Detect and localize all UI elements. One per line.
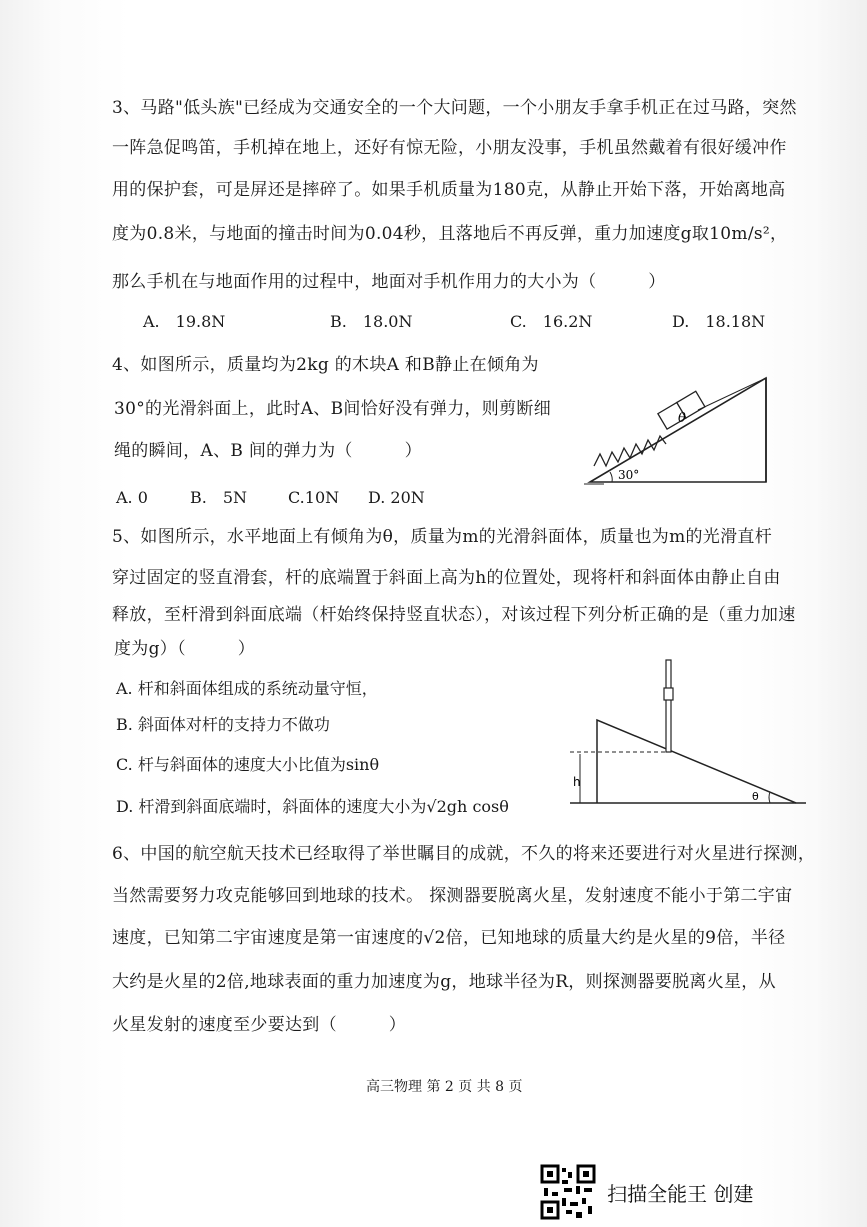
q5-option-d: D. 杆滑到斜面底端时，斜面体的速度大小为√2gh cosθ <box>116 797 509 816</box>
height-label: h <box>573 775 581 789</box>
q3-option-c: C. 16.2N <box>510 312 593 331</box>
q3-line-1: 3、马路"低头族"已经成为交通安全的一个大问题，一个小朋友手拿手机正在过马路，突然 <box>112 98 797 118</box>
q4-line-1: 4、如图所示，质量均为2kg 的木块A 和B静止在倾角为 <box>112 355 539 375</box>
qr-code-icon <box>540 1164 596 1220</box>
spring-icon <box>594 436 666 466</box>
q4-line-2: 30°的光滑斜面上，此时A、B间恰好没有弹力，则剪断细 <box>114 399 552 419</box>
q6-line-4: 大约是火星的2倍,地球表面的重力加速度为g，地球半径为R，则探测器要脱离火星，从 <box>112 972 776 992</box>
q5-option-c: C. 杆与斜面体的速度大小比值为sinθ <box>116 755 380 774</box>
q3-line-3: 用的保护套，可是屏还是摔碎了。如果手机质量为180克，从静止开始下落，开始离地高 <box>112 180 786 200</box>
scanner-watermark <box>540 1164 753 1220</box>
rod-incline-diagram <box>560 650 810 810</box>
q4-line-3: 绳的瞬间，A、B 间的弹力为（ ） <box>114 441 422 461</box>
q3-option-a: A. 19.8N <box>143 312 226 331</box>
q3-line-5: 那么手机在与地面作用的过程中，地面对手机作用力的大小为（ ） <box>112 272 666 292</box>
q6-line-5: 火星发射的速度至少要达到（ ） <box>112 1015 407 1035</box>
q5-line-4: 度为g）（ ） <box>114 639 256 659</box>
q6-line-1: 6、中国的航空航天技术已经取得了举世瞩目的成就，不久的将来还要进行对火星进行探测， <box>112 844 816 864</box>
vertical-rod <box>666 660 671 752</box>
q5-line-1: 5、如图所示，水平地面上有倾角为θ，质量为m的光滑斜面体，质量也为m的光滑直杆 <box>112 527 772 547</box>
q5-line-2: 穿过固定的竖直滑套，杆的底端置于斜面上高为h的位置处，现将杆和斜面体由静止自由 <box>112 568 781 588</box>
q5-option-a: A. 杆和斜面体组成的系统动量守恒， <box>116 679 378 698</box>
q3-line-2: 一阵急促鸣笛，手机掉在地上，还好有惊无险，小朋友没事，手机虽然戴着有很好缓冲作 <box>112 138 787 158</box>
q4-option-b: B. 5N <box>190 488 248 507</box>
q6-line-3: 速度，已知第二宇宙速度是第一宙速度的√2倍，已知地球的质量大约是火星的9倍，半径 <box>112 928 786 948</box>
sleeve <box>664 688 673 700</box>
q5-option-b: B. 斜面体对杆的支持力不做功 <box>116 715 330 734</box>
theta-label: θ <box>752 790 759 803</box>
angle-label: 30° <box>618 468 640 482</box>
q4-option-d: D. 20N <box>368 488 425 507</box>
q3-option-b: B. 18.0N <box>330 312 413 331</box>
incline-spring-diagram <box>580 360 780 490</box>
block-label: θ <box>678 411 686 426</box>
q3-line-4: 度为0.8米，与地面的撞击时间为0.04秒，且落地后不再反弹，重力加速度g取10m/s²， <box>112 224 788 244</box>
watermark-text: 扫描全能王 创建 <box>607 1181 754 1206</box>
q3-option-d: D. 18.18N <box>672 312 766 331</box>
page-footer: 高三物理 第 2 页 共 8 页 <box>366 1079 523 1095</box>
q6-line-2: 当然需要努力攻克能够回到地球的技术。 探测器要脱离火星，发射速度不能小于第二宇宙 <box>112 886 793 906</box>
q4-option-c: C.10N <box>288 488 340 507</box>
q4-option-a: A. 0 <box>116 488 148 507</box>
q5-line-3: 释放，至杆滑到斜面底端（杆始终保持竖直状态），对该过程下列分析正确的是（重力加速 <box>112 605 796 625</box>
